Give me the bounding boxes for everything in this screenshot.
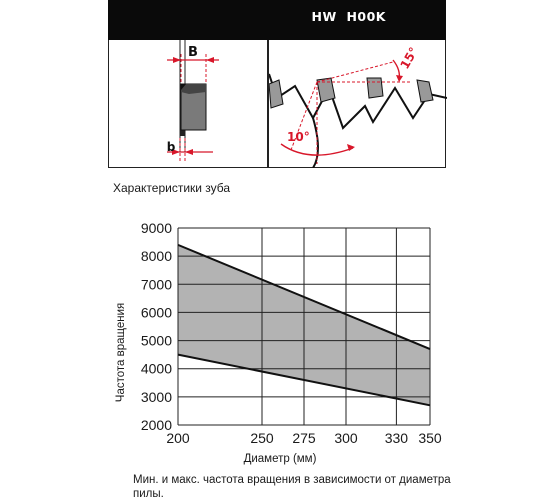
tooth-3	[367, 78, 383, 98]
y-tick-label: 3000	[140, 388, 172, 405]
header-bar	[108, 0, 446, 40]
tooth-angle-diagram	[268, 40, 446, 168]
y-tick-label: 6000	[140, 304, 172, 321]
x-tick-label: 250	[250, 430, 274, 446]
y-tick-label: 8000	[140, 248, 172, 265]
y-tick-label: 7000	[140, 276, 172, 293]
y-tick-label: 5000	[140, 332, 172, 349]
y-tick-label: 4000	[140, 360, 172, 377]
chart-footnote: Мин. и макс. частота вращения в зависимости от диаметра пилы.	[133, 474, 451, 500]
tooth-4	[417, 80, 433, 102]
width-arrow-right	[206, 57, 214, 63]
y-tick-label: 9000	[140, 220, 172, 236]
header-title: HW H00K	[311, 9, 386, 24]
rpm-chart	[0, 200, 560, 472]
x-tick-label: 350	[418, 430, 442, 446]
clearance-angle-label: 10°	[287, 130, 310, 144]
hook-angle-label: 15°	[397, 44, 421, 72]
body-arrow-right	[185, 149, 193, 155]
x-tick-label: 330	[384, 430, 409, 446]
x-tick-label: 275	[292, 430, 316, 446]
teeth-caption: Характеристики зуба	[113, 181, 231, 195]
tooth-1	[269, 80, 283, 108]
y-axis-label: Частота вращения	[115, 302, 127, 403]
body-label: b	[166, 140, 176, 154]
hook-arrow	[396, 75, 403, 82]
x-axis-label: Диаметр (мм)	[243, 453, 317, 465]
y-tick-label: 2000	[140, 417, 172, 433]
x-tick-label: 300	[334, 430, 358, 446]
width-label: B	[188, 45, 198, 60]
x-tick-label: 200	[166, 430, 190, 446]
tooth-width-diagram	[108, 40, 268, 168]
